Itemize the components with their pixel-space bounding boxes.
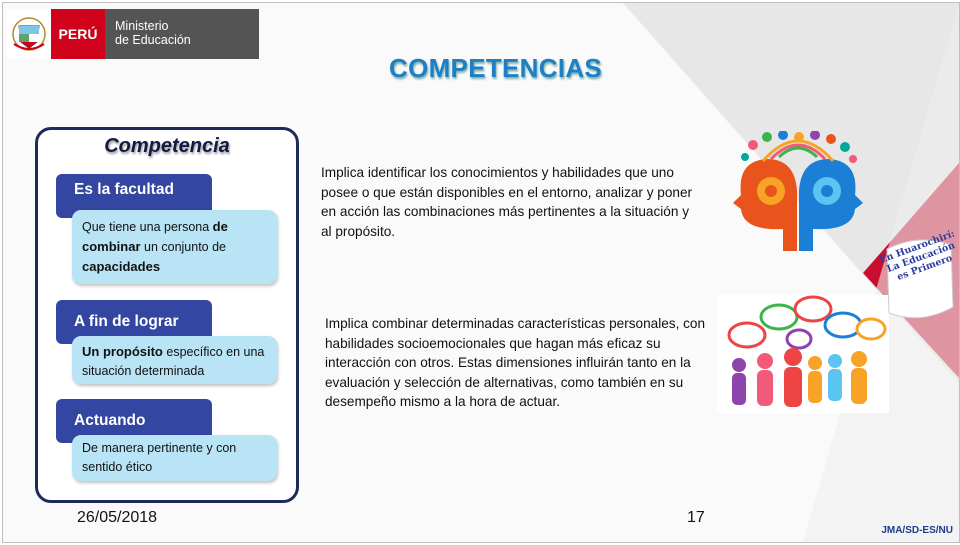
heads-gears-icon: [723, 131, 873, 259]
desc-bold: de combinar: [82, 219, 228, 254]
desc-es-la-facultad: [72, 210, 277, 284]
footer-code: JMA/SD-ES/NU: [881, 525, 953, 536]
label-a-fin-de-lograr: A fin de lograr: [56, 300, 212, 344]
peru-crest-icon: [7, 9, 51, 59]
desc-bold: Un propósito: [82, 344, 163, 359]
page-number: 17: [687, 509, 705, 526]
page-title: COMPETENCIAS: [389, 53, 603, 83]
people-speech-bubbles-icon: [717, 295, 889, 413]
footer-date: 26/05/2018: [77, 509, 158, 526]
desc-text: De manera pertinente y con sentido ético: [82, 441, 237, 474]
desc-text: un conjunto de: [140, 240, 227, 254]
ministry-name: [105, 9, 259, 59]
banner-slogan: En Huarochirí: La Educación es Primero: [878, 228, 957, 283]
paragraph-knowledge: Implica identificar los conocimientos y habilidades que uno posee o que están disponibles en el entorno, analizar y poner en acción las combinaciones más pertinentes a la situación y al propósito.: [321, 165, 693, 239]
desc-a-fin-de-lograr: [72, 336, 277, 384]
desc-text: específico en una situación determinada: [82, 345, 265, 378]
desc-bold: capacidades: [82, 259, 161, 274]
label-actuando: Actuando: [56, 399, 212, 443]
peru-label: PERÚ: [51, 9, 105, 59]
panel-title: Competencia: [104, 135, 230, 157]
desc-actuando: [72, 435, 277, 481]
label-es-la-facultad: Es la facultad: [56, 174, 212, 218]
ministry-header: [7, 9, 259, 59]
desc-text: Que tiene una persona: [82, 220, 213, 234]
ministry-line-2: de Educación: [115, 33, 191, 47]
slide: [2, 2, 960, 543]
ministry-line-1: Ministerio: [115, 19, 169, 33]
paragraph-socioemotional: Implica combinar determinadas características personales, con habilidades socioemocionales que hagan más eficaz su interacción con otros. Estas dimensiones influirán tanto en la evaluación y selección de alternativas, como también en su desempeño mismo a la hora de actuar.: [325, 316, 706, 409]
competencia-panel: [35, 127, 299, 503]
